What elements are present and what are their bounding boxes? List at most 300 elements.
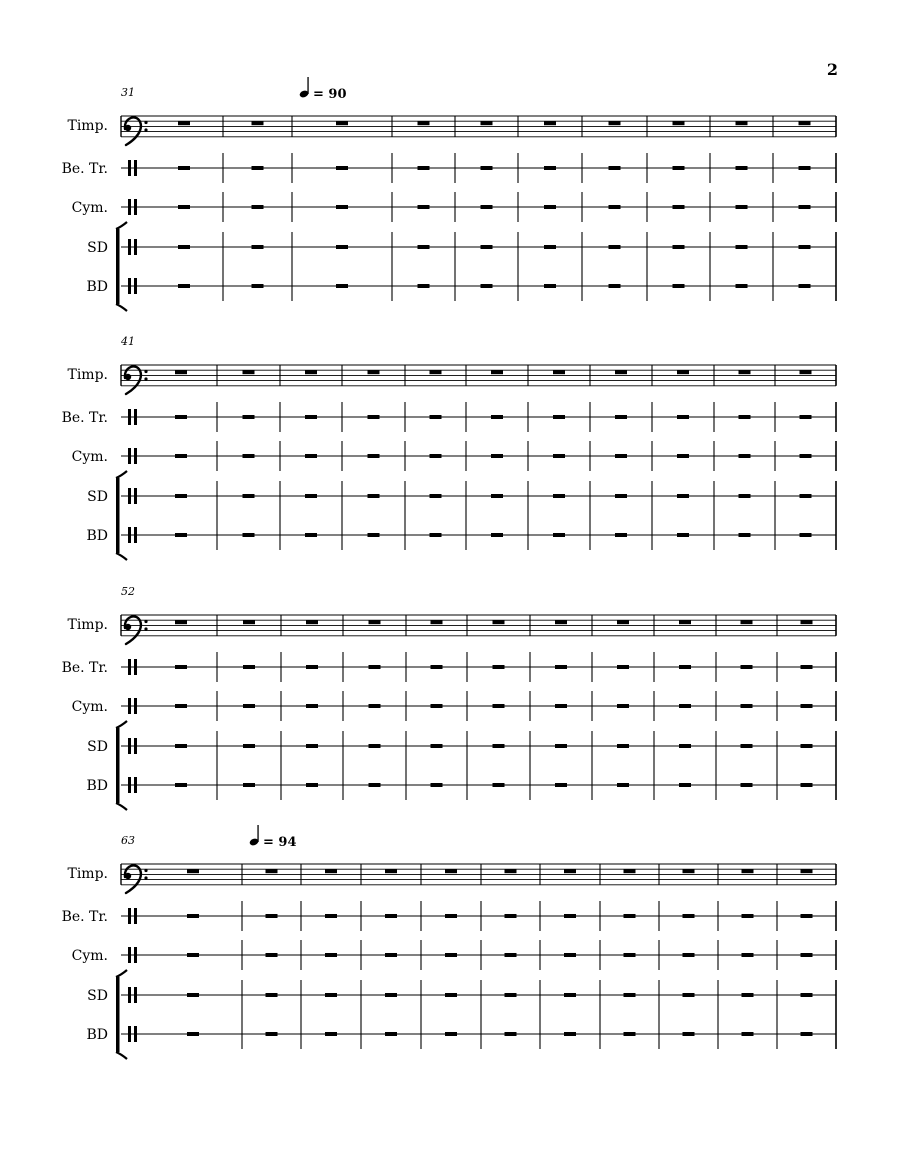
instrument-label: Be. Tr. [61, 410, 108, 426]
system [62, 825, 836, 1059]
whole-rest-icon [418, 121, 430, 125]
whole-rest-icon [555, 620, 567, 624]
whole-rest-icon [431, 704, 443, 708]
instrument-label: Cym. [71, 699, 108, 715]
whole-rest-icon [385, 1032, 397, 1036]
whole-rest-icon [800, 494, 812, 498]
whole-rest-icon [431, 665, 443, 669]
whole-rest-icon [609, 121, 621, 125]
whole-rest-icon [615, 370, 627, 374]
whole-rest-icon [553, 494, 565, 498]
whole-rest-icon [617, 620, 629, 624]
bass-clef-dot [125, 125, 131, 131]
whole-rest-icon [505, 1032, 517, 1036]
quarter-note-stem [307, 77, 308, 94]
percussion-clef-icon [128, 777, 131, 793]
whole-rest-icon [742, 869, 754, 873]
whole-rest-icon [617, 665, 629, 669]
percussion-clef-icon [128, 698, 131, 714]
instrument-label: Timp. [67, 118, 108, 134]
whole-rest-icon [553, 415, 565, 419]
whole-rest-icon [305, 454, 317, 458]
whole-rest-icon [683, 993, 695, 997]
instrument-label: Cym. [71, 948, 108, 964]
whole-rest-icon [736, 284, 748, 288]
percussion-clef-bar [134, 488, 137, 504]
whole-rest-icon [243, 533, 255, 537]
whole-rest-icon [178, 284, 190, 288]
whole-rest-icon [175, 783, 187, 787]
whole-rest-icon [677, 370, 689, 374]
whole-rest-icon [430, 454, 442, 458]
whole-rest-icon [243, 370, 255, 374]
whole-rest-icon [243, 665, 255, 669]
whole-rest-icon [266, 914, 278, 918]
instrument-label: BD [86, 528, 108, 544]
whole-rest-icon [617, 744, 629, 748]
whole-rest-icon [243, 744, 255, 748]
whole-rest-icon [266, 1032, 278, 1036]
whole-rest-icon [615, 533, 627, 537]
whole-rest-icon [418, 284, 430, 288]
whole-rest-icon [609, 166, 621, 170]
page-number: 2 [826, 60, 838, 79]
whole-rest-icon [385, 953, 397, 957]
whole-rest-icon [801, 953, 813, 957]
percussion-clef-bar [134, 160, 137, 176]
whole-rest-icon [493, 783, 505, 787]
whole-rest-icon [677, 533, 689, 537]
bracket-tip-top [116, 970, 127, 977]
whole-rest-icon [801, 914, 813, 918]
system [62, 585, 836, 810]
whole-rest-icon [266, 953, 278, 957]
whole-rest-icon [336, 205, 348, 209]
measure-number: 52 [121, 585, 135, 598]
whole-rest-icon [325, 953, 337, 957]
whole-rest-icon [243, 415, 255, 419]
whole-rest-icon [178, 166, 190, 170]
bass-clef-dot-lower [144, 377, 147, 380]
whole-rest-icon [505, 914, 517, 918]
bass-clef-dot-lower [144, 128, 147, 131]
whole-rest-icon [677, 415, 689, 419]
bracket-tip-top [116, 471, 127, 478]
whole-rest-icon [178, 205, 190, 209]
quarter-note-stem [257, 825, 258, 842]
whole-rest-icon [564, 914, 576, 918]
whole-rest-icon [187, 914, 199, 918]
whole-rest-icon [673, 205, 685, 209]
whole-rest-icon [741, 704, 753, 708]
whole-rest-icon [481, 166, 493, 170]
instrument-label: SD [87, 739, 108, 755]
whole-rest-icon [369, 704, 381, 708]
percussion-clef-bar [134, 908, 137, 924]
whole-rest-icon [491, 533, 503, 537]
whole-rest-icon [431, 620, 443, 624]
whole-rest-icon [243, 454, 255, 458]
whole-rest-icon [799, 205, 811, 209]
whole-rest-icon [624, 869, 636, 873]
percussion-clef-bar [134, 409, 137, 425]
percussion-clef-icon [128, 448, 131, 464]
systems [62, 77, 836, 1059]
whole-rest-icon [369, 665, 381, 669]
whole-rest-icon [624, 993, 636, 997]
whole-rest-icon [801, 783, 813, 787]
whole-rest-icon [800, 415, 812, 419]
whole-rest-icon [739, 533, 751, 537]
whole-rest-icon [178, 121, 190, 125]
whole-rest-icon [679, 744, 691, 748]
system [62, 335, 836, 560]
whole-rest-icon [187, 869, 199, 873]
whole-rest-icon [445, 1032, 457, 1036]
whole-rest-icon [801, 704, 813, 708]
whole-rest-icon [175, 415, 187, 419]
whole-rest-icon [481, 284, 493, 288]
percussion-clef-icon [128, 239, 131, 255]
bass-clef-dot-upper [144, 121, 147, 124]
system [62, 77, 836, 311]
whole-rest-icon [801, 869, 813, 873]
whole-rest-icon [243, 620, 255, 624]
instrument-label: BD [86, 1027, 108, 1043]
whole-rest-icon [305, 370, 317, 374]
instrument-label: Cym. [71, 449, 108, 465]
percussion-clef-bar [134, 448, 137, 464]
bass-clef-dot-upper [144, 620, 147, 623]
whole-rest-icon [564, 1032, 576, 1036]
whole-rest-icon [305, 415, 317, 419]
whole-rest-icon [175, 704, 187, 708]
whole-rest-icon [445, 953, 457, 957]
whole-rest-icon [679, 620, 691, 624]
whole-rest-icon [801, 993, 813, 997]
whole-rest-icon [741, 744, 753, 748]
whole-rest-icon [742, 1032, 754, 1036]
whole-rest-icon [305, 533, 317, 537]
percussion-clef-bar [134, 199, 137, 215]
whole-rest-icon [555, 665, 567, 669]
percussion-clef-icon [128, 160, 131, 176]
instrument-label: SD [87, 240, 108, 256]
whole-rest-icon [673, 245, 685, 249]
whole-rest-icon [799, 245, 811, 249]
whole-rest-icon [624, 953, 636, 957]
whole-rest-icon [799, 166, 811, 170]
whole-rest-icon [615, 454, 627, 458]
whole-rest-icon [325, 914, 337, 918]
bass-clef-dot [125, 374, 131, 380]
instrument-label: BD [86, 778, 108, 794]
whole-rest-icon [336, 245, 348, 249]
whole-rest-icon [564, 953, 576, 957]
whole-rest-icon [609, 205, 621, 209]
whole-rest-icon [385, 869, 397, 873]
whole-rest-icon [673, 121, 685, 125]
whole-rest-icon [187, 993, 199, 997]
whole-rest-icon [368, 454, 380, 458]
whole-rest-icon [799, 121, 811, 125]
group-bracket [116, 229, 120, 304]
percussion-clef-bar [134, 987, 137, 1003]
whole-rest-icon [368, 415, 380, 419]
whole-rest-icon [742, 993, 754, 997]
whole-rest-icon [739, 454, 751, 458]
bass-clef-dot-upper [144, 869, 147, 872]
whole-rest-icon [336, 121, 348, 125]
whole-rest-icon [683, 914, 695, 918]
whole-rest-icon [739, 370, 751, 374]
whole-rest-icon [555, 783, 567, 787]
percussion-clef-icon [128, 278, 131, 294]
whole-rest-icon [609, 245, 621, 249]
percussion-clef-bar [134, 239, 137, 255]
whole-rest-icon [553, 533, 565, 537]
whole-rest-icon [624, 914, 636, 918]
bass-clef-dot [125, 873, 131, 879]
percussion-clef-icon [128, 908, 131, 924]
group-bracket [116, 478, 120, 553]
whole-rest-icon [741, 620, 753, 624]
percussion-clef-bar [134, 947, 137, 963]
whole-rest-icon [418, 205, 430, 209]
whole-rest-icon [742, 914, 754, 918]
bracket-tip-bottom [116, 553, 127, 560]
whole-rest-icon [187, 1032, 199, 1036]
whole-rest-icon [741, 783, 753, 787]
whole-rest-icon [431, 744, 443, 748]
whole-rest-icon [673, 284, 685, 288]
whole-rest-icon [369, 620, 381, 624]
group-bracket [116, 977, 120, 1052]
whole-rest-icon [544, 245, 556, 249]
whole-rest-icon [736, 245, 748, 249]
whole-rest-icon [306, 704, 318, 708]
instrument-label: BD [86, 279, 108, 295]
percussion-clef-icon [128, 987, 131, 1003]
bass-clef-dot-upper [144, 370, 147, 373]
whole-rest-icon [801, 665, 813, 669]
measure-number: 63 [121, 834, 135, 847]
percussion-clef-icon [128, 488, 131, 504]
whole-rest-icon [243, 783, 255, 787]
bracket-tip-top [116, 721, 127, 728]
whole-rest-icon [544, 166, 556, 170]
whole-rest-icon [266, 869, 278, 873]
whole-rest-icon [445, 993, 457, 997]
whole-rest-icon [385, 993, 397, 997]
percussion-clef-bar [134, 527, 137, 543]
whole-rest-icon [336, 284, 348, 288]
percussion-clef-bar [134, 659, 137, 675]
whole-rest-icon [305, 494, 317, 498]
bass-clef-dot [125, 624, 131, 630]
whole-rest-icon [368, 533, 380, 537]
whole-rest-icon [306, 665, 318, 669]
whole-rest-icon [369, 744, 381, 748]
whole-rest-icon [624, 1032, 636, 1036]
percussion-clef-icon [128, 527, 131, 543]
whole-rest-icon [430, 494, 442, 498]
whole-rest-icon [187, 953, 199, 957]
whole-rest-icon [553, 454, 565, 458]
whole-rest-icon [385, 914, 397, 918]
group-bracket [116, 728, 120, 803]
whole-rest-icon [368, 370, 380, 374]
whole-rest-icon [491, 370, 503, 374]
whole-rest-icon [325, 1032, 337, 1036]
percussion-clef-icon [128, 947, 131, 963]
whole-rest-icon [252, 284, 264, 288]
whole-rest-icon [481, 205, 493, 209]
whole-rest-icon [175, 665, 187, 669]
whole-rest-icon [505, 953, 517, 957]
whole-rest-icon [431, 783, 443, 787]
percussion-clef-icon [128, 738, 131, 754]
whole-rest-icon [742, 953, 754, 957]
whole-rest-icon [175, 533, 187, 537]
whole-rest-icon [555, 704, 567, 708]
whole-rest-icon [741, 665, 753, 669]
whole-rest-icon [418, 245, 430, 249]
percussion-clef-icon [128, 659, 131, 675]
whole-rest-icon [481, 245, 493, 249]
whole-rest-icon [430, 533, 442, 537]
whole-rest-icon [736, 166, 748, 170]
whole-rest-icon [325, 869, 337, 873]
whole-rest-icon [493, 744, 505, 748]
measure-number: 41 [121, 335, 135, 348]
whole-rest-icon [564, 869, 576, 873]
bracket-tip-bottom [116, 803, 127, 810]
whole-rest-icon [493, 665, 505, 669]
whole-rest-icon [445, 869, 457, 873]
whole-rest-icon [683, 1032, 695, 1036]
whole-rest-icon [505, 993, 517, 997]
whole-rest-icon [481, 121, 493, 125]
whole-rest-icon [617, 704, 629, 708]
whole-rest-icon [243, 494, 255, 498]
whole-rest-icon [175, 744, 187, 748]
whole-rest-icon [430, 370, 442, 374]
instrument-label: Timp. [67, 367, 108, 383]
whole-rest-icon [544, 205, 556, 209]
whole-rest-icon [178, 245, 190, 249]
whole-rest-icon [679, 704, 691, 708]
percussion-clef-icon [128, 1026, 131, 1042]
whole-rest-icon [252, 121, 264, 125]
whole-rest-icon [368, 494, 380, 498]
whole-rest-icon [677, 494, 689, 498]
whole-rest-icon [615, 494, 627, 498]
whole-rest-icon [491, 415, 503, 419]
whole-rest-icon [306, 744, 318, 748]
whole-rest-icon [553, 370, 565, 374]
whole-rest-icon [801, 744, 813, 748]
bracket-tip-top [116, 222, 127, 229]
whole-rest-icon [736, 121, 748, 125]
whole-rest-icon [306, 783, 318, 787]
whole-rest-icon [243, 704, 255, 708]
whole-rest-icon [369, 783, 381, 787]
whole-rest-icon [564, 993, 576, 997]
whole-rest-icon [617, 783, 629, 787]
whole-rest-icon [800, 370, 812, 374]
whole-rest-icon [673, 166, 685, 170]
whole-rest-icon [739, 415, 751, 419]
whole-rest-icon [491, 494, 503, 498]
percussion-clef-bar [134, 1026, 137, 1042]
instrument-label: Timp. [67, 866, 108, 882]
instrument-label: SD [87, 489, 108, 505]
whole-rest-icon [175, 620, 187, 624]
whole-rest-icon [801, 620, 813, 624]
percussion-clef-bar [134, 777, 137, 793]
instrument-label: Be. Tr. [61, 909, 108, 925]
whole-rest-icon [306, 620, 318, 624]
percussion-clef-bar [134, 738, 137, 754]
whole-rest-icon [336, 166, 348, 170]
whole-rest-icon [679, 665, 691, 669]
whole-rest-icon [493, 620, 505, 624]
whole-rest-icon [175, 454, 187, 458]
whole-rest-icon [736, 205, 748, 209]
whole-rest-icon [325, 993, 337, 997]
instrument-label: Be. Tr. [61, 161, 108, 177]
percussion-clef-icon [128, 409, 131, 425]
whole-rest-icon [430, 415, 442, 419]
whole-rest-icon [799, 284, 811, 288]
whole-rest-icon [418, 166, 430, 170]
tempo-marking: = 90 [313, 87, 347, 102]
whole-rest-icon [679, 783, 691, 787]
bracket-tip-bottom [116, 304, 127, 311]
instrument-label: SD [87, 988, 108, 1004]
whole-rest-icon [683, 869, 695, 873]
percussion-clef-icon [128, 199, 131, 215]
whole-rest-icon [252, 166, 264, 170]
whole-rest-icon [491, 454, 503, 458]
whole-rest-icon [544, 284, 556, 288]
instrument-label: Timp. [67, 617, 108, 633]
percussion-clef-bar [134, 698, 137, 714]
bass-clef-dot-lower [144, 876, 147, 879]
whole-rest-icon [252, 245, 264, 249]
whole-rest-icon [739, 494, 751, 498]
whole-rest-icon [801, 1032, 813, 1036]
whole-rest-icon [266, 993, 278, 997]
whole-rest-icon [615, 415, 627, 419]
instrument-label: Cym. [71, 200, 108, 216]
bass-clef-dot-lower [144, 627, 147, 630]
tempo-marking: = 94 [263, 835, 297, 850]
whole-rest-icon [800, 533, 812, 537]
measure-number: 31 [121, 86, 135, 99]
whole-rest-icon [683, 953, 695, 957]
whole-rest-icon [609, 284, 621, 288]
whole-rest-icon [252, 205, 264, 209]
whole-rest-icon [677, 454, 689, 458]
whole-rest-icon [445, 914, 457, 918]
whole-rest-icon [544, 121, 556, 125]
whole-rest-icon [505, 869, 517, 873]
whole-rest-icon [800, 454, 812, 458]
bracket-tip-bottom [116, 1052, 127, 1059]
percussion-clef-bar [134, 278, 137, 294]
